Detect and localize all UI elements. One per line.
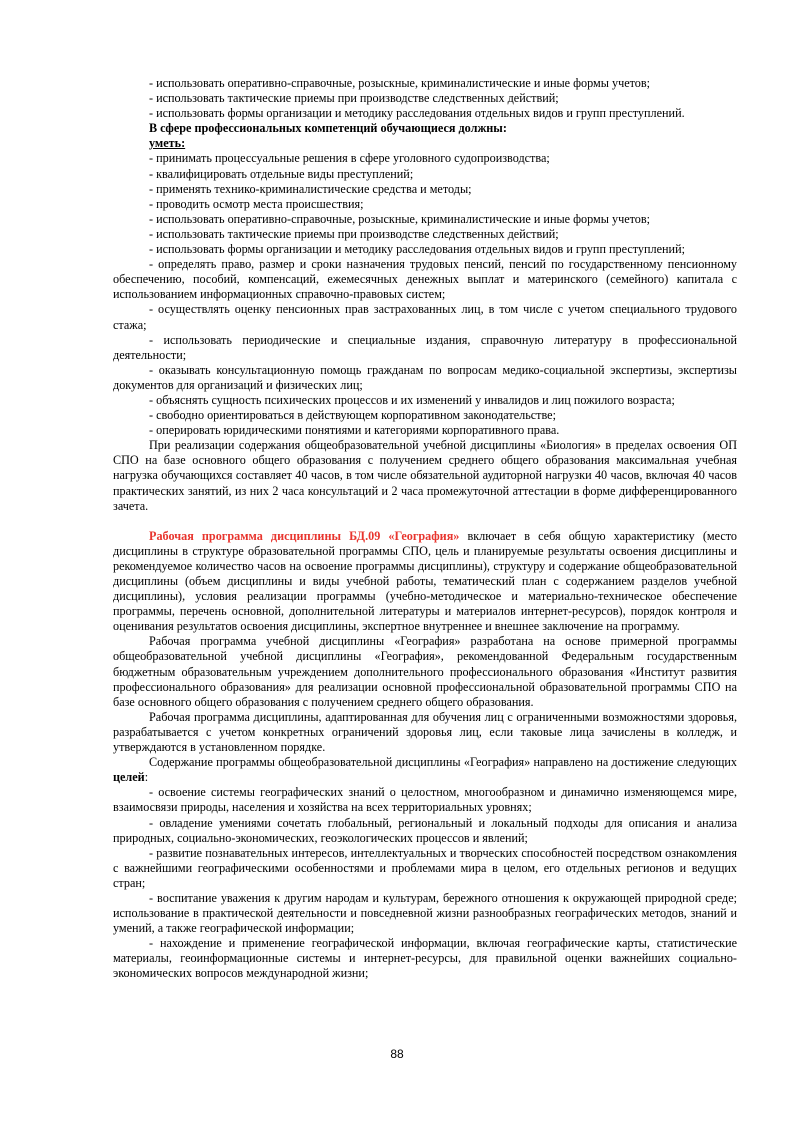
- paragraph: Рабочая программа дисциплины, адаптированная для обучения лиц с ограниченными возможностями здоровья, разрабатывается с учетом конкретных ограничений здоровья лиц, если таковые лица зачислены в колледж, и утверждаются в установленном порядке.: [113, 709, 737, 755]
- goals-intro-text: Содержание программы общеобразовательной дисциплины «География» направлено на достижение следующих: [149, 755, 737, 770]
- goal-item: - развитие познавательных интересов, интеллектуальных и творческих способностей посредством ознакомления с важнейшими географическими особенностями и проблемами мира в целом, его отдельных регионов и ведущих стран;: [113, 845, 737, 890]
- list-item: - определять право, размер и сроки назначения трудовых пенсий, пенсий по государственному пенсионному обеспечению, пособий, компенсаций, ежемесячных денежных выплат и материнского (семейного) капитала с использованием информационных справочно-правовых систем;: [113, 257, 737, 302]
- list-item: - применять технико-криминалистические средства и методы;: [149, 181, 472, 196]
- goal-item: - освоение системы географических знаний о целостном, многообразном и динамично изменяющемся мире, взаимосвязи природы, населения и хозяйства на всех территориальных уровнях;: [113, 785, 737, 815]
- list-item: - объяснять сущность психических процессов и их изменений у инвалидов и лиц пожилого возраста;: [149, 392, 675, 407]
- list-item: - использовать тактические приемы при производстве следственных действий;: [149, 226, 559, 241]
- section-subheading: уметь:: [149, 136, 186, 151]
- goals-keyword: целей: [113, 770, 145, 785]
- program-intro-text: включает в себя общую характеристику (место дисциплины в структуре образовательной программы СПО, цель и планируемые результаты освоения дисциплины и рекомендуемое количество часов на освоение программы дисциплины), структуру и содержание общеобразовательной дисциплины (объем дисциплины и виды учебной работы, тематический план с содержанием разделов учебной дисциплины), условия реализации программы (учебно-методическое и материально-техническое обеспечение программы, перечень основной, дополнительной литературы и материалов интернет-ресурсов), порядок контроля и оценивания результатов освоения дисциплины, экспертное внутреннее и внешнее заключение на программу.: [113, 528, 737, 634]
- list-item: - принимать процессуальные решения в сфере уголовного судопроизводства;: [149, 151, 550, 166]
- list-item: - использовать периодические и специальные издания, справочную литературу в профессиональной деятельности;: [113, 332, 737, 362]
- goal-item: - овладение умениями сочетать глобальный, региональный и локальный подходы для описания и анализа природных, социально-экономических, геоэкологических процессов и явлений;: [113, 815, 737, 845]
- page-number: 88: [390, 1047, 404, 1061]
- list-item: - использовать формы организации и методику расследования отдельных видов и групп преступлений;: [149, 242, 685, 257]
- page-body: [113, 76, 737, 982]
- goals-intro-paragraph: [113, 755, 737, 785]
- list-item: - проводить осмотр места происшествия;: [149, 196, 364, 211]
- summary-paragraph: При реализации содержания общеобразовательной учебной дисциплины «Биология» в пределах освоения ОП СПО на базе основного общего образования с получением среднего общего образования максимальная учебная нагрузка обучающихся составляет 40 часов, в том числе обязательной аудиторной нагрузки 40 часов, включая 40 часов практических занятий, из них 2 часа консультаций и 2 часа промежуточной аттестации в форме дифференцированного зачета.: [113, 438, 737, 513]
- paragraph: - использовать тактические приемы при производстве следственных действий;: [149, 91, 559, 106]
- program-intro-paragraph: [113, 529, 737, 635]
- list-item: - квалифицировать отдельные виды преступлений;: [149, 166, 414, 181]
- section-heading: В сфере профессиональных компетенций обучающиеся должны:: [149, 121, 507, 136]
- paragraph-gap: [113, 514, 737, 529]
- paragraph: Рабочая программа учебной дисциплины «География» разработана на основе примерной программы общеобразовательной учебной дисциплины «География», рекомендованной Федеральным государственным бюджетным образовательным учреждением дополнительного профессионального образования «Институт развития профессионального образования» для реализации основной профессиональной образовательной программы СПО на базе основного общего образования с получением среднего общего образования.: [113, 634, 737, 709]
- list-item: - оказывать консультационную помощь гражданам по вопросам медико-социальной экспертизы, экспертизы документов для организаций и физических лиц;: [113, 362, 737, 392]
- list-item: - оперировать юридическими понятиями и категориями корпоративного права.: [149, 423, 560, 438]
- goal-item: - воспитание уважения к другим народам и культурам, бережного отношения к окружающей природной среде; использование в практической деятельности и повседневной жизни разнообразных географических методов, знаний и умений, а также географической информации;: [113, 890, 737, 936]
- program-title: Рабочая программа дисциплины БД.09 «География»: [149, 528, 460, 543]
- list-item: - осуществлять оценку пенсионных прав застрахованных лиц, в том числе с учетом специального трудового стажа;: [113, 302, 737, 332]
- goals-intro-end: :: [144, 770, 149, 785]
- goal-item: - нахождение и применение географической информации, включая географические карты, статистические материалы, геоинформационные системы и интернет-ресурсы, для правильной оценки важнейших социально-экономических вопросов международной жизни;: [113, 936, 737, 981]
- paragraph: - использовать формы организации и методику расследования отдельных видов и групп преступлений.: [149, 106, 685, 121]
- list-item: - использовать оперативно-справочные, розыскные, криминалистические и иные формы учетов;: [149, 211, 651, 226]
- paragraph: - использовать оперативно-справочные, розыскные, криминалистические и иные формы учетов;: [149, 76, 651, 90]
- list-item: - свободно ориентироваться в действующем корпоративном законодательстве;: [149, 408, 556, 423]
